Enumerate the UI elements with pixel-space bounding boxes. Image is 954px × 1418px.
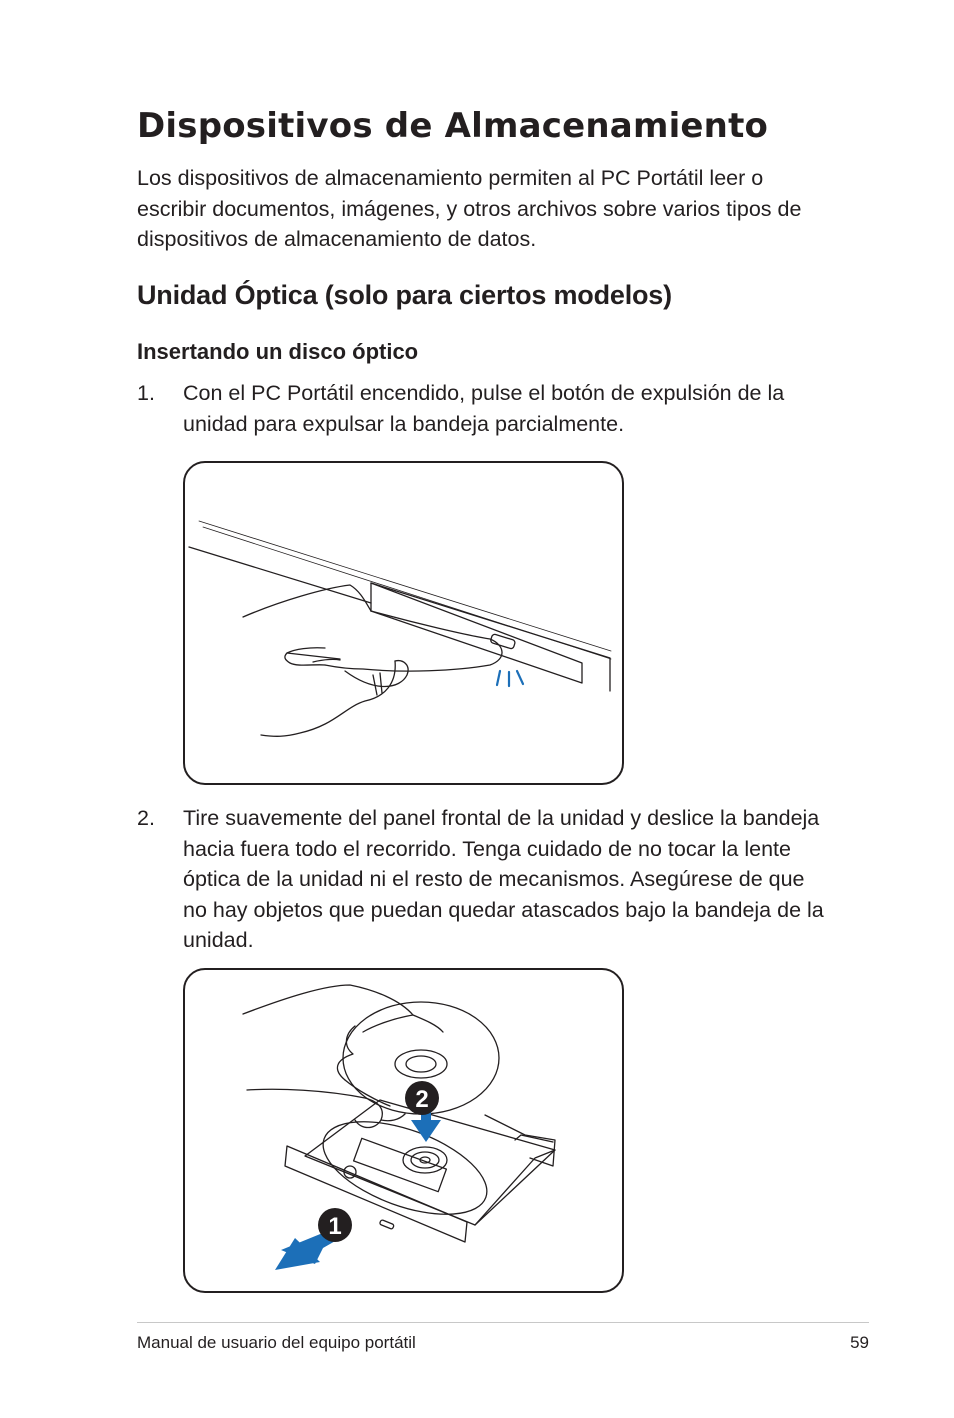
sub-heading: Insertando un disco óptico bbox=[137, 339, 419, 364]
step-number: 1. bbox=[137, 381, 155, 405]
section-heading: Unidad Óptica (solo para ciertos modelos) bbox=[137, 280, 672, 310]
page-title: Dispositivos de Almacenamiento bbox=[137, 106, 769, 146]
eject-button-illustration bbox=[183, 461, 624, 785]
step-number: 2. bbox=[137, 806, 155, 830]
disc-drawing bbox=[185, 970, 622, 1291]
callout-1 bbox=[318, 1208, 352, 1242]
footer-divider bbox=[137, 1322, 869, 1323]
step-text: Con el PC Portátil encendido, pulse el botón de expulsión de la unidad para expulsar la bandeja parcialmente. bbox=[183, 381, 785, 436]
page-number: 59 bbox=[850, 1333, 869, 1352]
callout-2-label: 2 bbox=[415, 1086, 429, 1113]
footer-text: Manual de usuario del equipo portátil bbox=[137, 1333, 416, 1352]
callout-1-label: 1 bbox=[328, 1213, 342, 1240]
step-text: Tire suavemente del panel frontal de la unidad y deslice la bandeja hacia fuera todo el recorrido. Tenga cuidado de no tocar la lente óptica de la unidad ni el resto de mecanismos. Asegúrese de que no hay objetos que puedan quedar atascados bajo la bandeja de la unidad. bbox=[183, 806, 824, 952]
intro-paragraph: Los dispositivos de almacenamiento permiten al PC Portátil leer o escribir documentos, imágenes, y otros archivos sobre varios tipos de dispositivos de almacenamiento de datos. bbox=[137, 166, 802, 251]
disc-insert-illustration bbox=[183, 968, 624, 1293]
callout-2 bbox=[405, 1081, 439, 1115]
eject-drawing bbox=[185, 463, 622, 783]
